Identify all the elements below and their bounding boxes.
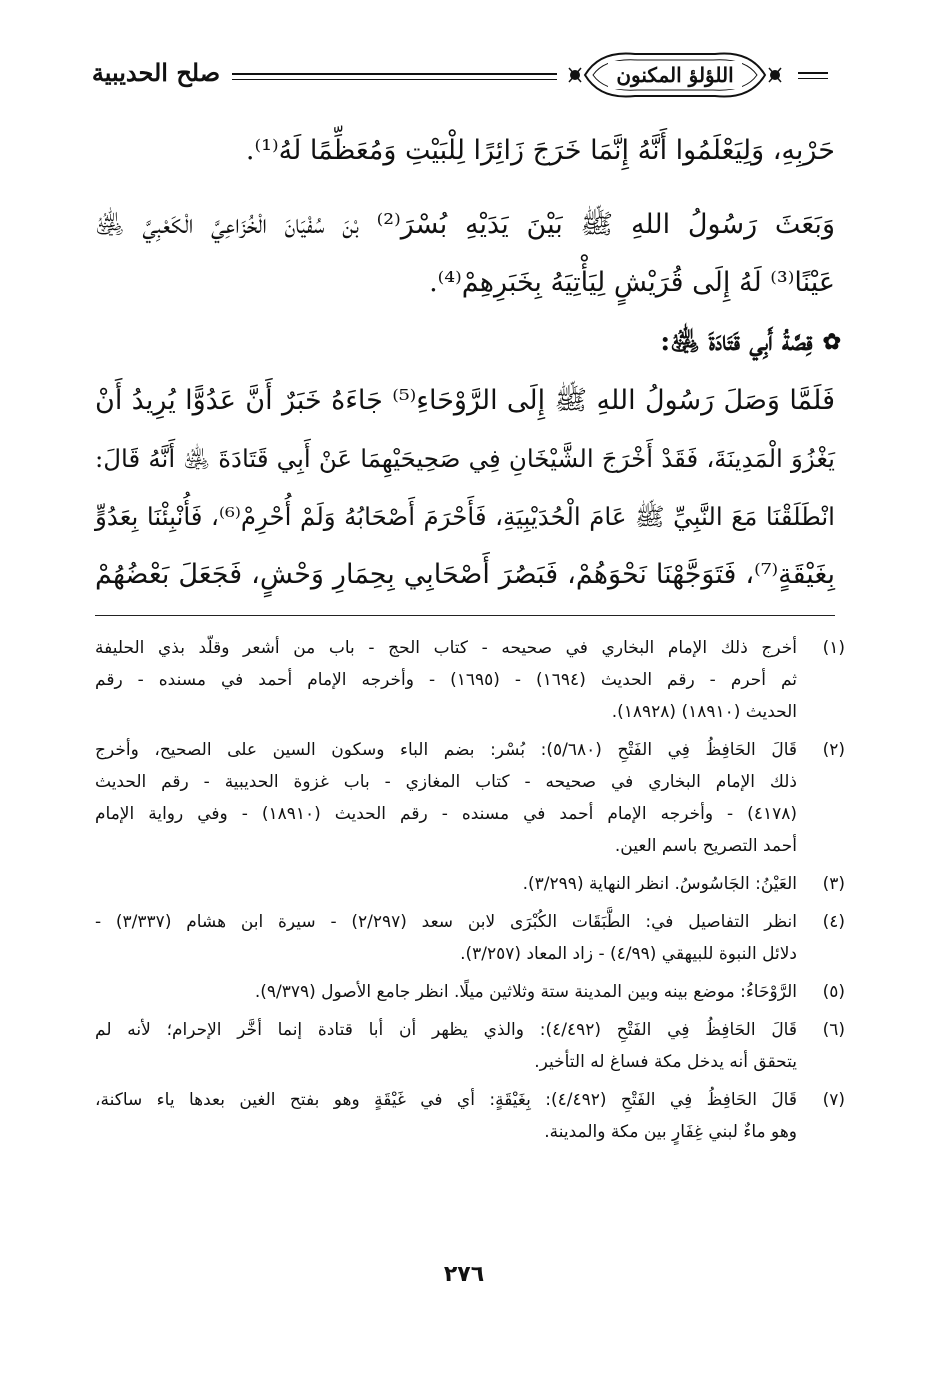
footnote-line: الرَّوْحَاءُ: موضع بينه وبين المدينة ستة وثلاثين ميلًا. انظر جامع الأصول (٩/٣٧٩).: [254, 982, 797, 1002]
footnote-line: أحمد التصريح باسم العين.: [614, 836, 797, 856]
title-ornament: [565, 46, 785, 104]
footnote-line: يتحقق أنه يدخل مكة فساغ له التأخير.: [534, 1052, 797, 1072]
chapter-title: صلح الحديبية: [91, 58, 221, 87]
book-title: اللؤلؤ المكنون: [608, 61, 741, 89]
footnote-number: (٣): [822, 874, 845, 894]
footnote-number: (٥): [822, 982, 845, 1002]
footnote-line: قَالَ الحَافِظُ فِي الفَتْحِ (٤/٤٩٢): بِغَيْقَةٍ: أي في غَيْقَةٍ وهو بفتح الغين بعدها ياء ساكنة،: [95, 1090, 797, 1110]
section-heading: [95, 312, 841, 372]
footnote: [95, 906, 845, 970]
footnote-number: (٤): [822, 912, 845, 932]
main-text: [95, 122, 841, 604]
footnote: [95, 1014, 845, 1078]
footnote-line: الحديث (١٨٩١٠) (١٨٩٢٨).: [611, 702, 797, 722]
text-line: بِغَيْقَةٍ⁽⁷⁾، فَتَوَجَّهْنَا نَحْوَهُمْ، فَبَصُرَ أَصْحَابِي بِحِمَارِ وَحْشٍ، فَجَعَلَ بَعْضُهُمْ: [95, 559, 835, 590]
footnote-number: (٢): [822, 740, 845, 760]
footnote-line: وهو ماءٌ لبني غِفَارٍ بين مكة والمدينة.: [544, 1122, 797, 1142]
text-line: يَغْزُوَ الْمَدِينَةَ، فَقَدْ أَخْرَجَ الشَّيْخَانِ فِي صَحِيحَيْهِمَا عَنْ أَبِي قَتَادَةَ ﵁ أَنَّهُ قَالَ:: [95, 444, 835, 473]
footnote-line: دلائل النبوة للبيهقي (٤/٩٩) - زاد المعاد (٣/٢٥٧).: [460, 944, 797, 964]
section-heading-text: قِصَّةُ أَبِي قَتَادَةَ ﵁:: [660, 326, 813, 357]
footnote-line: (٤١٧٨) - وأخرجه الإمام أحمد في مسنده - رقم الحديث (١٨٩١٠) - وفي رواية الإمام: [95, 804, 797, 824]
text-line: فَلَمَّا وَصَلَ رَسُولُ اللهِ ﷺ إِلَى الرَّوْحَاءِ⁽⁵⁾ جَاءَهُ خَبَرٌ أَنَّ عَدُوًّا يُرِيدُ أَنْ: [95, 385, 835, 416]
footnote: [95, 976, 845, 1008]
footnote-line: قَالَ الحَافِظُ فِي الفَتْحِ (٤/٤٩٢): والذي يظهر أن أبا قتادة إنما أخَّر الإحرام؛ لأنه لم: [95, 1020, 797, 1040]
footnote-number: (٧): [822, 1090, 845, 1110]
footnote-separator: [95, 615, 835, 616]
footnote-number: (٦): [822, 1020, 845, 1040]
footnote-line: العَيْنُ: الجَاسُوسُ. انظر النهاية (٣/٢٩٩).: [522, 874, 797, 894]
footnote-number: (١): [822, 638, 845, 658]
text-line: عَيْنًا⁽³⁾ لَهُ إِلَى قُرَيْشٍ لِيَأْتِيَهُ بِخَبَرِهِمْ⁽⁴⁾.: [429, 267, 835, 298]
footnote-line: أخرج ذلك الإمام البخاري في صحيحه - كتاب الحج - باب من أشعر وقلّد بذي الحليفة: [95, 638, 797, 658]
footnotes: [95, 632, 845, 1154]
header-rule-right: [798, 72, 828, 79]
footnote-line: ثم أحرم - رقم الحديث (١٦٩٤) - (١٦٩٥) - وأخرجه الإمام أحمد في مسنده - رقم: [95, 670, 797, 690]
text-line: وَبَعَثَ رَسُولُ اللهِ ﷺ بَيْنَ يَدَيْهِ بُسْرَ⁽²⁾ بْنَ سُفْيَانَ الْخُزَاعِيَّ الْكَعْبِيَّ ﵁: [95, 209, 835, 240]
text-line: انْطَلَقْنَا مَعَ النَّبِيِّ ﷺ عَامَ الْحُدَيْبِيَةِ، فَأَحْرَمَ أَصْحَابُهُ وَلَمْ أُحْرِمْ⁽⁶⁾، فَأُنْبِئْنَا بِعَدُوٍّ: [95, 502, 835, 531]
footnote: [95, 632, 845, 728]
footnote: [95, 1084, 845, 1148]
footnote-line: قَالَ الحَافِظُ فِي الفَتْحِ (٥/٦٨٠): بُسْر: بضم الباء وسكون السين على الصحيح، وأخرج: [95, 740, 797, 760]
footnote: [95, 734, 845, 862]
footnote-line: ذلك الإمام البخاري في صحيحه - كتاب المغازي - باب غزوة الحديبية - رقم الحديث: [95, 772, 797, 792]
flower-bullet-icon: ✿: [822, 329, 841, 355]
page-header: [0, 40, 928, 120]
text-line: حَرْبِهِ، وَلِيَعْلَمُوا أَنَّهُ إِنَّمَا خَرَجَ زَائِرًا لِلْبَيْتِ وَمُعَظِّمًا لَهُ⁽¹⁾.: [245, 135, 835, 166]
footnote-line: انظر التفاصيل في: الطَّبَقَات الكُبْرَى لابن سعد (٢/٢٩٧) - سيرة ابن هشام (٣/٣٣٧) -: [95, 912, 798, 932]
footnote: [95, 868, 845, 900]
header-rule-middle: [232, 73, 557, 80]
page-number: ٢٧٦: [443, 1262, 485, 1287]
